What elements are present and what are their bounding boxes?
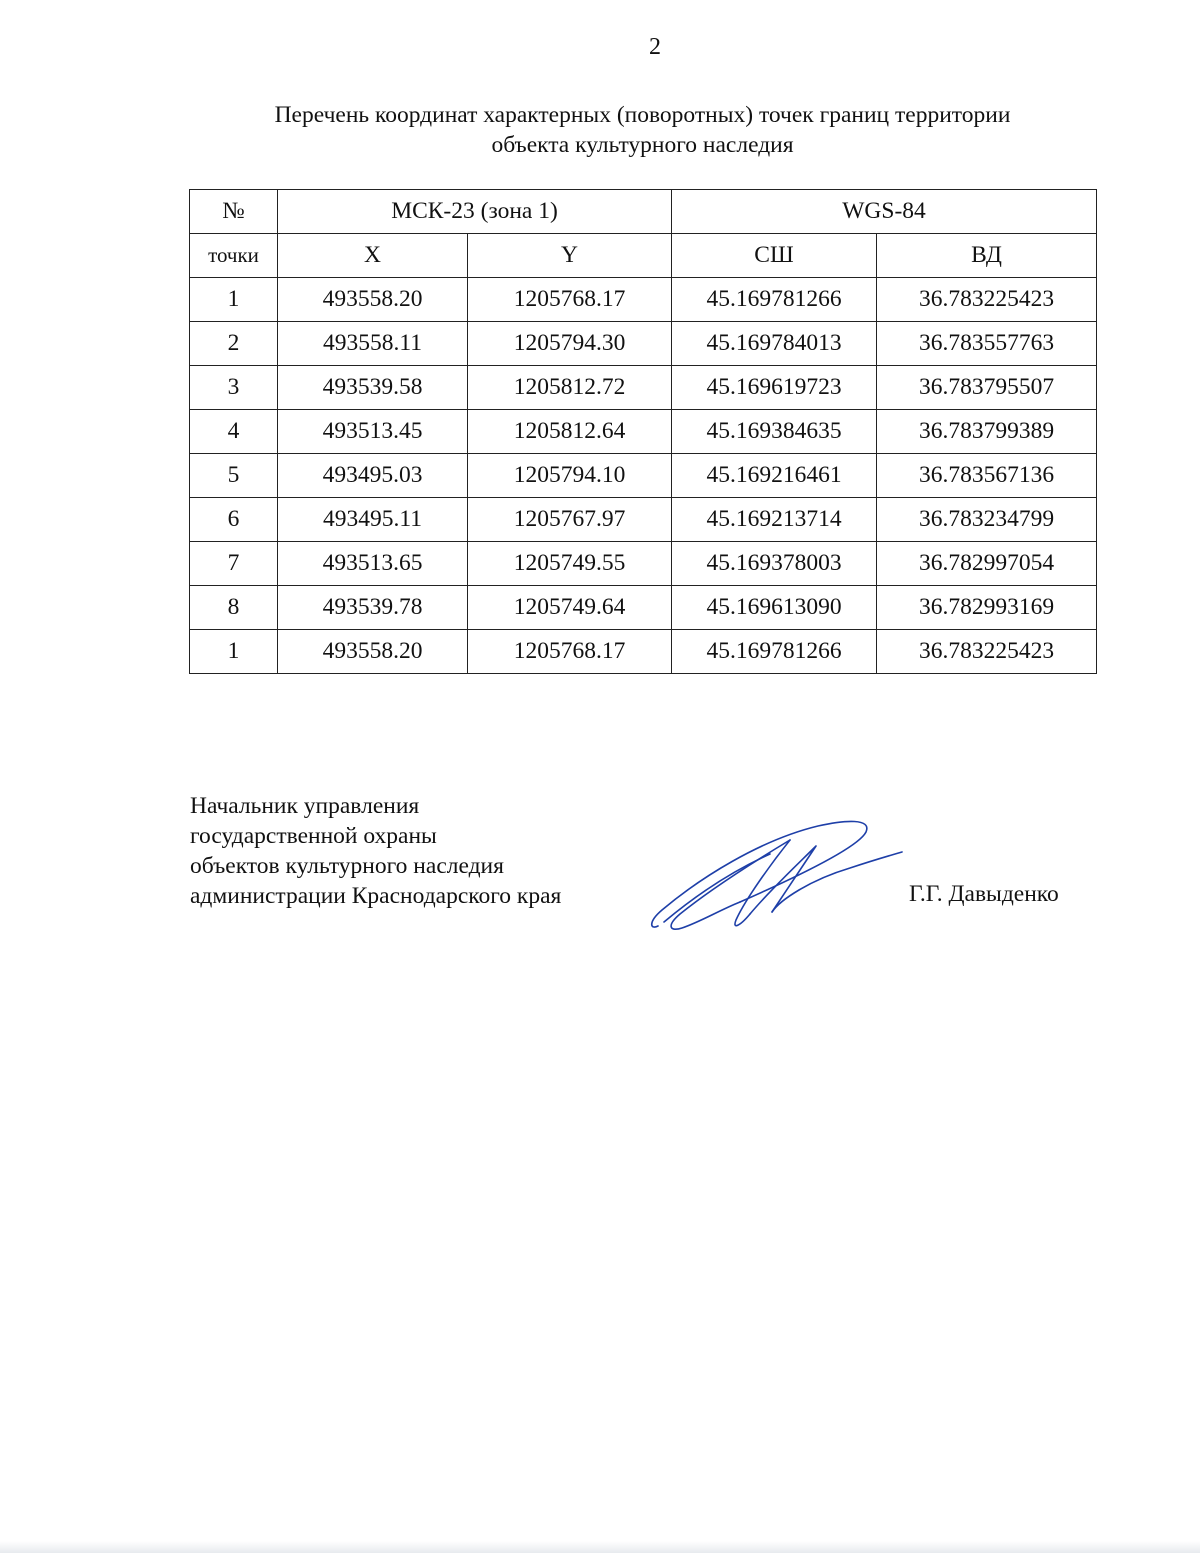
- cell-point-number: 8: [190, 586, 278, 630]
- page-number: 2: [649, 34, 661, 60]
- cell-latitude: 45.169613090: [672, 586, 877, 630]
- cell-y: 1205767.97: [468, 498, 672, 542]
- table-row: [190, 322, 1097, 366]
- cell-y: 1205794.30: [468, 322, 672, 366]
- cell-x: 493539.78: [278, 586, 468, 630]
- table-row: [190, 278, 1097, 322]
- header-x: X: [278, 234, 468, 278]
- cell-point-number: 7: [190, 542, 278, 586]
- cell-longitude: 36.783799389: [877, 410, 1097, 454]
- cell-point-number: 1: [190, 630, 278, 674]
- cell-latitude: 45.169784013: [672, 322, 877, 366]
- cell-longitude: 36.783225423: [877, 630, 1097, 674]
- cell-x: 493513.45: [278, 410, 468, 454]
- cell-longitude: 36.783225423: [877, 278, 1097, 322]
- table-header-row-2: [190, 234, 1097, 278]
- header-latitude: СШ: [672, 234, 877, 278]
- signatory-position-line-3: объектов культурного наследия: [190, 853, 504, 879]
- cell-latitude: 45.169213714: [672, 498, 877, 542]
- header-longitude: ВД: [877, 234, 1097, 278]
- cell-longitude: 36.782997054: [877, 542, 1097, 586]
- cell-longitude: 36.783234799: [877, 498, 1097, 542]
- cell-x: 493558.11: [278, 322, 468, 366]
- header-msk23-zone1: МСК-23 (зона 1): [278, 190, 672, 234]
- scan-edge-shadow: [0, 1541, 1200, 1553]
- cell-point-number: 3: [190, 366, 278, 410]
- table-row: [190, 542, 1097, 586]
- cell-y: 1205812.64: [468, 410, 672, 454]
- table-row: [190, 454, 1097, 498]
- cell-x: 493513.65: [278, 542, 468, 586]
- coordinates-table: [189, 189, 1097, 674]
- cell-y: 1205768.17: [468, 630, 672, 674]
- handwritten-signature: [640, 810, 910, 940]
- cell-point-number: 2: [190, 322, 278, 366]
- table-header-row-1: [190, 190, 1097, 234]
- document-title-line-2: объекта культурного наследия: [491, 132, 794, 158]
- cell-y: 1205749.64: [468, 586, 672, 630]
- cell-longitude: 36.783795507: [877, 366, 1097, 410]
- cell-longitude: 36.783567136: [877, 454, 1097, 498]
- cell-y: 1205749.55: [468, 542, 672, 586]
- signatory-position-line-1: Начальник управления: [190, 793, 420, 819]
- cell-point-number: 4: [190, 410, 278, 454]
- header-point-number: №: [190, 190, 278, 234]
- cell-longitude: 36.782993169: [877, 586, 1097, 630]
- cell-latitude: 45.169216461: [672, 454, 877, 498]
- table-row: [190, 586, 1097, 630]
- header-y: Y: [468, 234, 672, 278]
- document-title-line-1: Перечень координат характерных (поворотных) точек границ территории: [274, 102, 1011, 128]
- cell-point-number: 1: [190, 278, 278, 322]
- signatory-position-line-4: администрации Краснодарского края: [190, 883, 562, 909]
- cell-point-number: 6: [190, 498, 278, 542]
- cell-x: 493539.58: [278, 366, 468, 410]
- cell-latitude: 45.169619723: [672, 366, 877, 410]
- signatory-position: [190, 791, 561, 911]
- cell-x: 493558.20: [278, 630, 468, 674]
- cell-x: 493558.20: [278, 278, 468, 322]
- table-body: [190, 278, 1097, 674]
- cell-point-number: 5: [190, 454, 278, 498]
- header-wgs84: WGS-84: [672, 190, 1097, 234]
- cell-latitude: 45.169781266: [672, 278, 877, 322]
- table-row: [190, 498, 1097, 542]
- cell-y: 1205812.72: [468, 366, 672, 410]
- table-row: [190, 410, 1097, 454]
- cell-y: 1205768.17: [468, 278, 672, 322]
- cell-y: 1205794.10: [468, 454, 672, 498]
- signatory-position-line-2: государственной охраны: [190, 823, 437, 849]
- table-row: [190, 630, 1097, 674]
- cell-latitude: 45.169384635: [672, 410, 877, 454]
- signatory-name: Г.Г. Давыденко: [909, 881, 1059, 907]
- document-title: [190, 100, 1095, 160]
- header-point-label: точки: [190, 234, 278, 278]
- table-row: [190, 366, 1097, 410]
- cell-longitude: 36.783557763: [877, 322, 1097, 366]
- cell-latitude: 45.169781266: [672, 630, 877, 674]
- cell-x: 493495.11: [278, 498, 468, 542]
- cell-x: 493495.03: [278, 454, 468, 498]
- cell-latitude: 45.169378003: [672, 542, 877, 586]
